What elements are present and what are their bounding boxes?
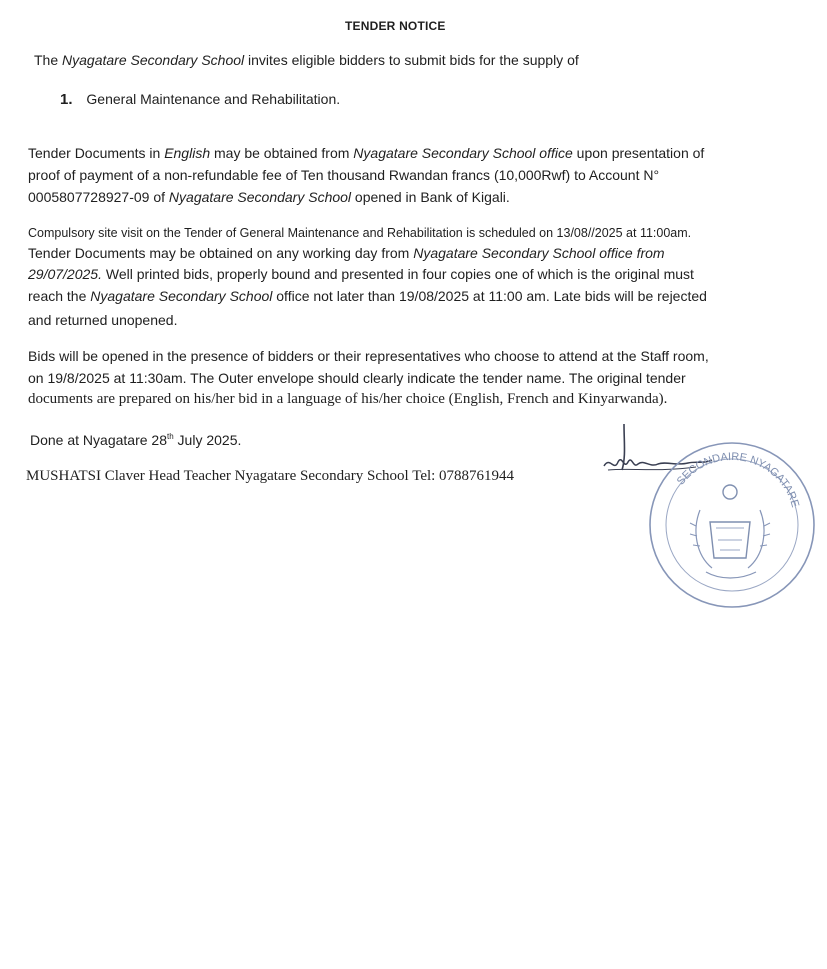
visit-line-5: and returned unopened. <box>28 312 178 328</box>
seal-text: SECONDAIRE NYAGATARE <box>674 450 802 509</box>
opening-line-3: documents are prepared on his/her bid in a language of his/her choice (English, French and Kinyarwanda). <box>28 391 668 407</box>
documents-text: may be obtained from <box>210 145 354 161</box>
opening-line-1: Bids will be opened in the presence of bidders or their representatives who choose to attend at the Staff room, <box>28 348 709 364</box>
documents-line-2: proof of payment of a non-refundable fee of Ten thousand Rwandan francs (10,000Rwf) to Account N° <box>28 167 660 183</box>
done-date: July 2025. <box>173 432 242 448</box>
seal-sun-icon <box>723 485 737 499</box>
done-place: Done at Nyagatare 28 <box>30 432 167 448</box>
visit-line-4 <box>28 288 707 304</box>
documents-line-3 <box>28 189 510 205</box>
documents-office: Nyagatare Secondary School office <box>353 145 573 161</box>
notice-title: TENDER NOTICE <box>345 19 446 33</box>
done-line <box>30 432 241 448</box>
documents-text: Tender Documents in <box>28 145 165 161</box>
intro-line <box>34 52 579 68</box>
list-item <box>60 91 340 108</box>
visit-text: Tender Documents may be obtained on any working day from <box>28 245 414 261</box>
visit-deadline: office not later than 19/08/2025 at 11:00 am. Late bids will be rejected <box>272 288 707 304</box>
visit-line-1: Compulsory site visit on the Tender of General Maintenance and Rehabilitation is scheduled on 13/08//2025 at 11:00am. <box>28 226 692 240</box>
documents-line-1 <box>28 145 704 161</box>
visit-school: Nyagatare Secondary School <box>90 288 273 304</box>
documents-school: Nyagatare Secondary School <box>168 189 352 205</box>
documents-bank: opened in Bank of Kigali. <box>351 189 510 205</box>
school-seal <box>640 430 820 615</box>
opening-line-2: on 19/8/2025 at 11:30am. The Outer envelope should clearly indicate the tender name. The original tender <box>28 370 686 386</box>
documents-text: upon presentation of <box>572 145 705 161</box>
visit-text: reach the <box>28 288 91 304</box>
done-suffix: th <box>166 432 174 441</box>
intro-school: Nyagatare Secondary School <box>62 52 245 68</box>
intro-pre: The <box>34 52 63 68</box>
intro-post: invites eligible bidders to submit bids for the supply of <box>244 52 579 68</box>
item-number: 1. <box>60 91 73 108</box>
signatory-line: MUSHATSI Claver Head Teacher Nyagatare Secondary School Tel: 0788761944 <box>26 468 515 484</box>
item-text: General Maintenance and Rehabilitation. <box>86 91 341 107</box>
documents-language: English <box>164 145 211 161</box>
visit-line-2 <box>28 245 665 261</box>
visit-text: Well printed bids, properly bound and presented in four copies one of which is the original must <box>101 266 694 282</box>
visit-line-3 <box>28 266 694 282</box>
documents-account: 0005807728927-09 of <box>28 189 169 205</box>
visit-office: Nyagatare Secondary School office from <box>413 245 665 261</box>
visit-date: 29/07/2025. <box>28 266 102 282</box>
